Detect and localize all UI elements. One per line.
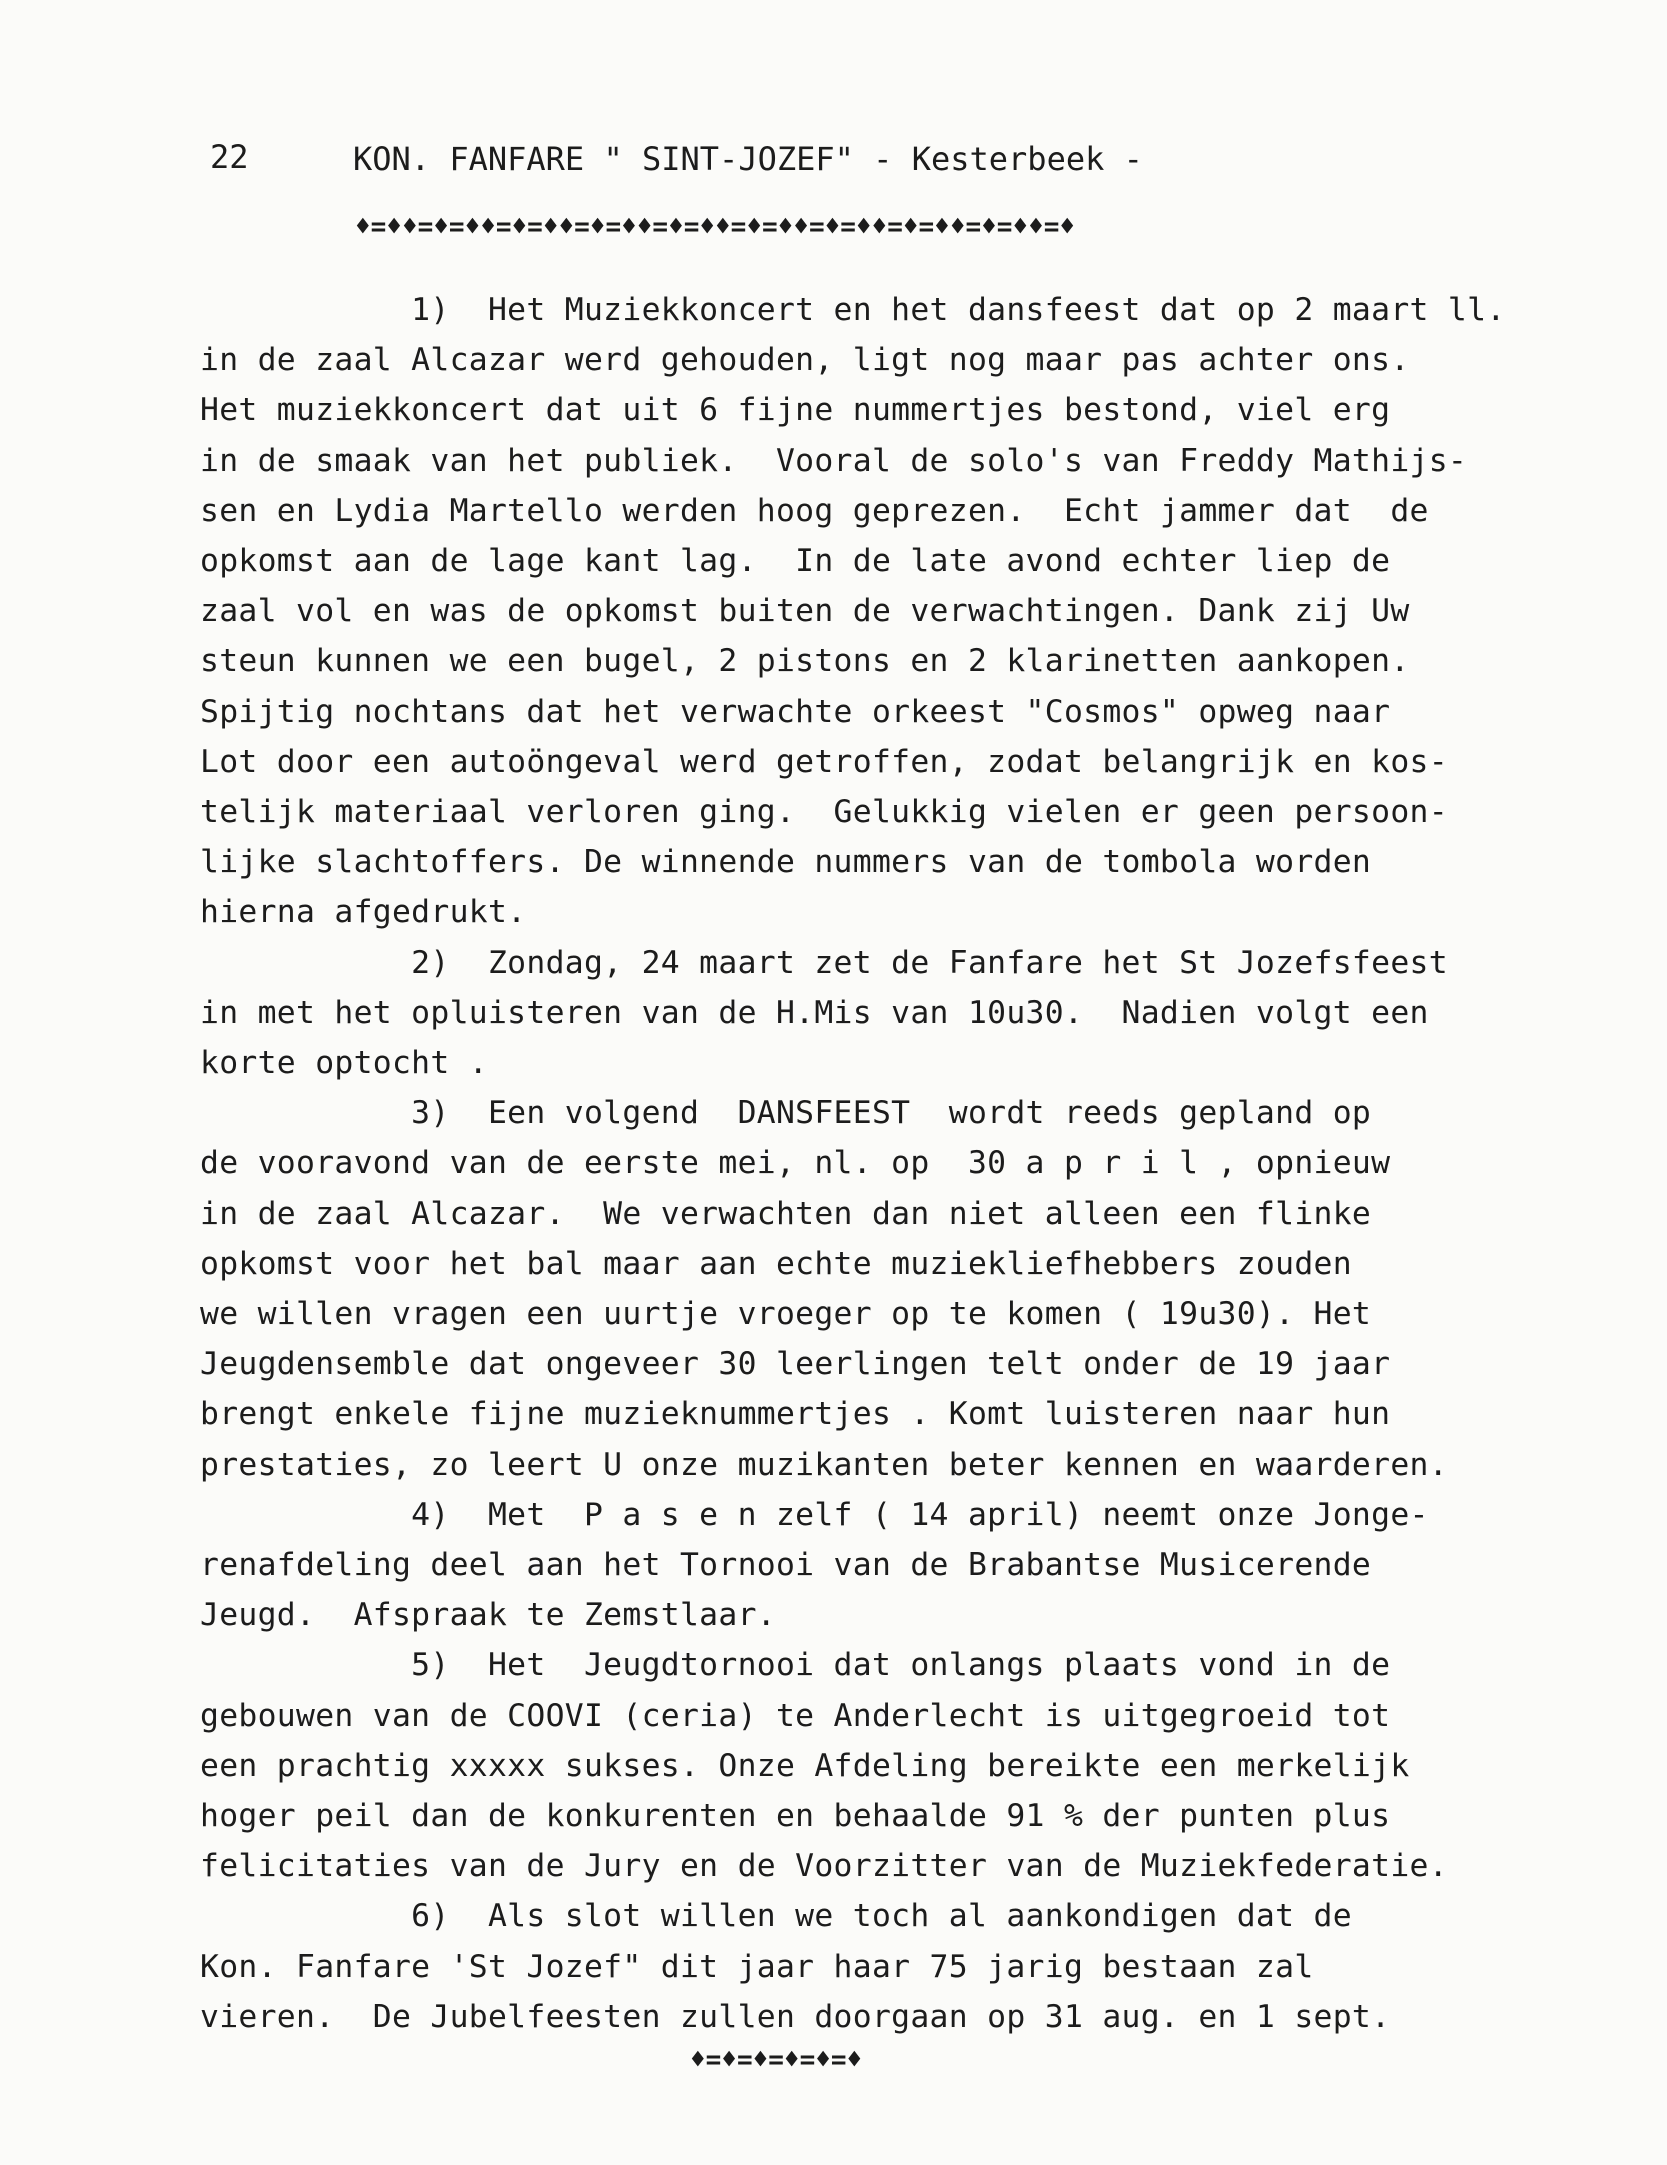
text-line: 5) Het Jeugdtornooi dat onlangs plaats vond in de <box>200 1647 1391 1684</box>
text-line: opkomst aan de lage kant lag. In de late avond echter liep de <box>200 543 1391 579</box>
text-line: Kon. Fanfare 'St Jozef" dit jaar haar 75 jarig bestaan zal <box>200 1948 1314 1985</box>
text-line: 3) Een volgend DANSFEEST wordt reeds gepland op <box>200 1095 1372 1132</box>
text-line: gebouwen van de COOVI (ceria) te Anderlecht is uitgegroeid tot <box>200 1697 1391 1734</box>
text-line: 1) Het Muziekkoncert en het dansfeest dat op 2 maart ll. <box>200 292 1506 328</box>
text-line: Het muziekkoncert dat uit 6 fijne nummertjes bestond, viel erg <box>200 392 1391 429</box>
top-separator: ♦=♦♦=♦=♦♦=♦=♦♦=♦=♦♦=♦=♦♦=♦=♦♦=♦=♦♦=♦=♦♦=♦=♦♦=♦ <box>355 212 1076 242</box>
text-line: sen en Lydia Martello werden hoog geprezen. Echt jammer dat de <box>200 492 1429 529</box>
page-number: 22 <box>210 138 249 176</box>
page-header <box>210 138 1143 290</box>
text-line: zaal vol en was de opkomst buiten de verwachtingen. Dank zij Uw <box>200 593 1410 630</box>
text-line: in de zaal Alcazar werd gehouden, ligt nog maar pas achter ons. <box>200 342 1410 379</box>
text-line: 6) Als slot willen we toch al aankondigen dat de <box>200 1898 1352 1935</box>
text-line: opkomst voor het bal maar aan echte muziekliefhebbers zouden <box>200 1245 1352 1282</box>
text-line: korte optocht . <box>200 1045 488 1081</box>
text-line: 2) Zondag, 24 maart zet de Fanfare het St Jozefsfeest <box>200 944 1448 981</box>
text-line: steun kunnen we een bugel, 2 pistons en 2 klarinetten aankopen. <box>200 643 1410 680</box>
text-line: lijke slachtoffers. De winnende nummers van de tombola worden <box>200 844 1372 881</box>
text-line: hierna afgedrukt. <box>200 894 527 931</box>
text-line: telijk materiaal verloren ging. Gelukkig vielen er geen persoon- <box>200 794 1448 830</box>
text-line: vieren. De Jubelfeesten zullen doorgaan op 31 aug. en 1 sept. <box>200 1998 1391 2035</box>
text-line: felicitaties van de Jury en de Voorzitter van de Muziekfederatie. <box>200 1848 1448 1885</box>
text-line: Jeugd. Afspraak te Zemstlaar. <box>200 1597 776 1634</box>
text-line: de vooravond van de eerste mei, nl. op 30 a p r i l , opnieuw <box>200 1145 1391 1182</box>
text-line: renafdeling deel aan het Tornooi van de Brabantse Musicerende <box>200 1547 1372 1583</box>
text-line: 4) Met P a s e n zelf ( 14 april) neemt onze Jonge- <box>200 1496 1429 1533</box>
text-line: we willen vragen een uurtje vroeger op te komen ( 19u30). Het <box>200 1296 1372 1332</box>
text-line: hoger peil dan de konkurenten en behaalde 91 % der punten plus <box>200 1798 1391 1834</box>
text-line: Jeugdensemble dat ongeveer 30 leerlingen telt onder de 19 jaar <box>200 1346 1391 1383</box>
bottom-separator: ♦=♦=♦=♦=♦=♦ <box>690 2045 863 2075</box>
text-line: in de zaal Alcazar. We verwachten dan niet alleen een flinke <box>200 1195 1372 1232</box>
text-line: Lot door een autoöngeval werd getroffen, zodat belangrijk en kos- <box>200 743 1448 780</box>
text-line: een prachtig xxxxx sukses. Onze Afdeling bereikte een merkelijk <box>200 1747 1410 1784</box>
page-title: KON. FANFARE " SINT-JOZEF" - Kesterbeek - <box>353 140 1143 178</box>
text-line: prestaties, zo leert U onze muzikanten beter kennen en waarderen. <box>200 1446 1448 1483</box>
text-line: brengt enkele fijne muzieknummertjes . Komt luisteren naar hun <box>200 1396 1391 1433</box>
text-line: in met het opluisteren van de H.Mis van 10u30. Nadien volgt een <box>200 994 1429 1031</box>
text-line: in de smaak van het publiek. Vooral de solo's van Freddy Mathijs- <box>200 442 1468 479</box>
text-line: Spijtig nochtans dat het verwachte orkeest "Cosmos" opweg naar <box>200 693 1391 730</box>
